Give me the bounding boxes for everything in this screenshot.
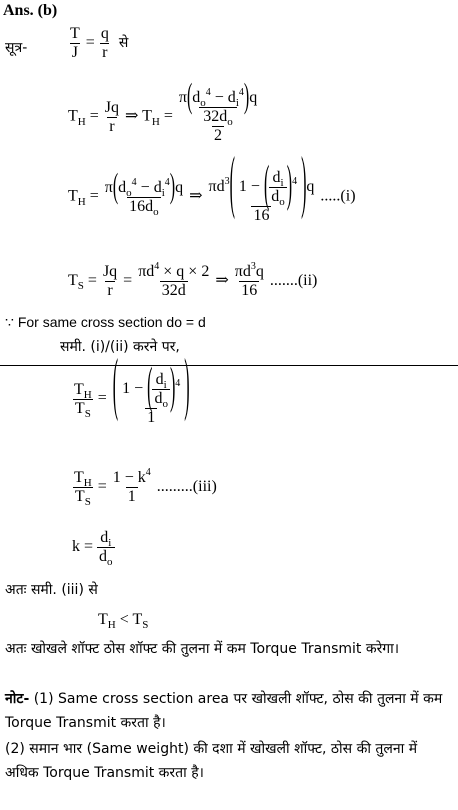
divider [0,365,458,366]
equation-th-2: $T_H$ = $\frac{\pi(d_o^4 - d_i^4)q}{16d_o}$ ⇒ $\pi d^3$( 1 − ( $\frac{d_i}{d_o}$ )$^4$ )q 16 .....(i) [68,147,356,224]
equation-ts: $T_S$ = $\frac{Jq}{r}$ = $\frac{\pi d^4 \times q \times 2}{32d}$ ⇒ $\frac{\pi d^3q}{16}$ .......(ii) [68,261,318,299]
note-1: (1) Same cross section area पर खोखली शॉफ्ट, ठोस की तुलना में कम Torque Transmit करता है। [5,691,443,731]
equation-ratio-1: $\frac{T_H}{T_S}$ = ( 1 − ( $\frac{d_i}{d_o}$ )$^4$ ) 1 [74,349,190,426]
since-text: For same cross section do = d [17,314,206,330]
atah-line: अतः समी. (iii) से [5,582,98,598]
equation-ratio-2: $\frac{T_H}{T_S}$ = $\frac{1 - k^4}{1}$ .........(iii) [74,467,217,508]
label-eq-iii: .........(iii) [156,478,217,496]
conclusion-text: अतः खोखले शॉफ्ट ठोस शॉफ्ट की तुलना में कम Torque Transmit करेगा। [5,641,400,657]
label-eq-ii: .......(ii) [269,272,318,290]
sutra-label: सूत्र- [5,40,28,56]
since-symbol: ∵ [5,314,14,330]
se-label: से [118,35,129,52]
note-label: नोट- [5,691,30,707]
equation-th-1: $T_H$ = $\frac{Jq}{r}$ ⇒ $T_H$ = $\frac{\pi(d_o^4 - d_i^4)q}{\frac{32d_o}{2}}$ [68,78,258,144]
label-eq-i: .....(i) [320,187,356,205]
equation-k: k = $\frac{d_i}{d_o}$ [72,529,113,568]
inequality: $T_H < T_S$ [98,611,149,631]
note-2: (2) समान भार (Same weight) की दशा में खोखली शॉफ्ट, ठोस की तुलना में अधिक Torque Transmit करता है। [5,741,418,781]
answer-label: Ans. (b) [3,2,58,19]
note-block [5,687,451,735]
sami-line: समी. (i)/(ii) करने पर, [60,339,180,355]
formula-torsion: $\frac{T}{J}$ = $\frac{q}{r}$ से [70,25,129,61]
since-line [5,314,206,331]
